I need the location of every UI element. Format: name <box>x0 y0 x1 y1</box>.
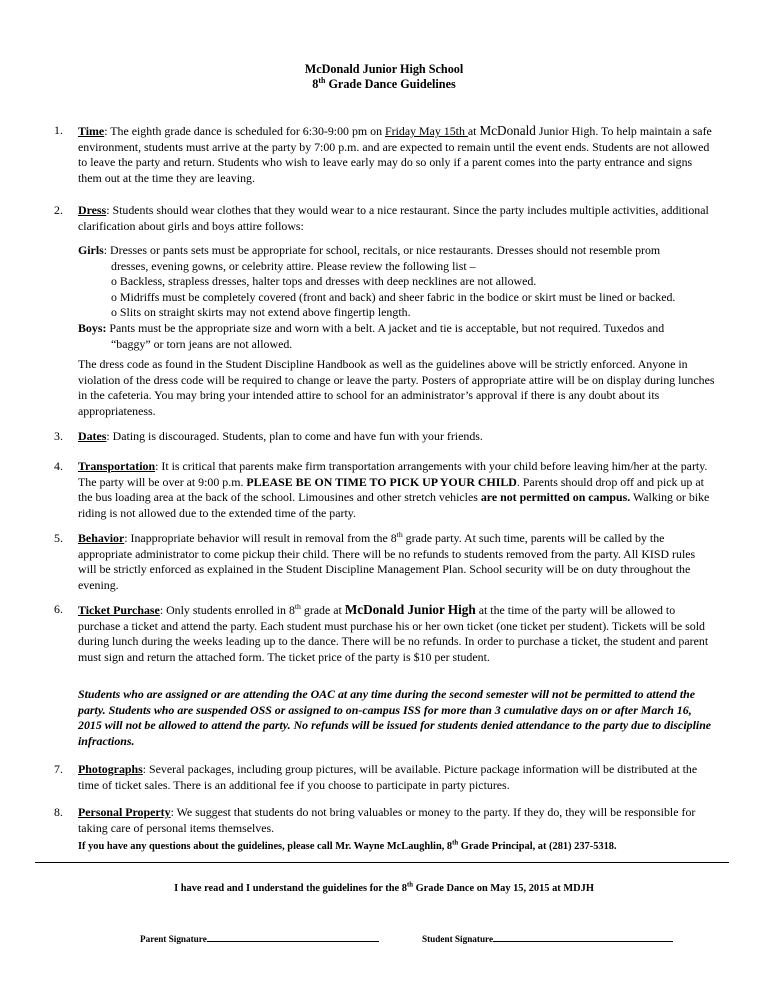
divider <box>35 862 729 863</box>
dress-code-paragraph: The dress code as found in the Student Discipline Handbook as well as the guidelines above will be strictly enforced. Anyone in violation of the dress code will be required to change or leave the party. Posters of appropriate attire will be on display during lunches in the cafeteria. You may bring your intended attire to school for an administrator’s approval if there is any doubt about its appropriateness. <box>78 357 715 418</box>
section-heading: Ticket Purchase <box>78 603 160 617</box>
boys-attire: Boys: Pants must be the appropriate size and worn with a belt. A jacket and tie is acceptable, but not required. Tuxedos and <box>78 320 665 335</box>
parent-signature-label: Parent Signature <box>140 934 207 944</box>
section-dress: 2. Dress: Students should wear clothes that they would wear to a nice restaurant. Since the party includes multiple activities, additional clarification about girls and boys attire follows: <box>54 203 709 233</box>
section-heading: Dress <box>78 203 107 217</box>
section-number: 5. <box>54 531 63 545</box>
section-behavior: 5. Behavior: Inappropriate behavior will result in removal from the 8th grade party. At such time, parents will be called by the appropriate administrator to come pickup their child. There will be no refunds to students removed from the party. All KISD rules will be strictly enforced as explained in the Student Discipline Management Plan. School security will be on duty throughout the evening. <box>54 530 696 592</box>
list-item: o Backless, strapless dresses, halter tops and dresses with deep necklines are not allowed. <box>111 274 537 289</box>
section-number: 7. <box>54 762 63 776</box>
section-time: 1. Time: The eighth grade dance is scheduled for 6:30-9:00 pm on Friday May 15th at McDonald Junior High. To help maintain a safe environment, students must arrive at the party by 7:00 p.m. and are expected to remain until the event ends. Students are not allowed to leave the party and return. Students who wish to leave early may do so only if a parent comes into the party entrance and signs them out at the time they are leaving. <box>54 123 712 185</box>
student-signature-field[interactable] <box>422 931 673 944</box>
section-heading: Photographs <box>78 762 143 776</box>
section-heading: Time <box>78 124 105 138</box>
section-heading: Transportation <box>78 459 156 473</box>
discipline-notice: Students who are assigned or are attending the OAC at any time during the second semester will not be permitted to attend the party. Students who are suspended OSS or assigned to on-campus ISS for more than 3 cumulative days on or after March 16, 2015 will not be allowed to attend the party. No refunds will be issued for students denied attendance to the party due to discipline infractions. <box>78 687 712 748</box>
event-date: Friday May 15th <box>385 124 468 138</box>
section-photographs: 7. Photographs: Several packages, including group pictures, will be available. Picture package information will be distributed at the time of ticket sales. There is an additional fee if you choose to participate in party pictures. <box>54 762 698 792</box>
parent-signature-field[interactable] <box>140 931 379 944</box>
list-item: o Midriffs must be completely covered (front and back) and sheer fabric in the bodice or skirt must be lined or backed. <box>111 289 676 304</box>
section-number: 3. <box>54 429 63 443</box>
section-number: 1. <box>54 123 63 137</box>
student-signature-label: Student Signature <box>422 934 494 944</box>
girls-attire: Girls: Dresses or pants sets must be appropriate for school, recitals, or nice restaurants. Dresses should not resemble prom dresses, evening gowns, or celebrity attire. Please review the following list – o Backless, strapless dresses, halter tops and dresses with deep necklines are not allowed. o Midriffs must be completely covered (front and back) and sheer fabric in the bodice or skirt must be lined or backed. o Slits on straight skirts may not extend above fingertip length. Boys: Pants must be the appropriate size and worn with a belt. A jacket and tie is acceptable, but not required. Tuxedos and “baggy” or torn jeans are not allowed. <box>78 243 718 352</box>
section-number: 4. <box>54 459 63 473</box>
section-number: 6. <box>54 602 63 616</box>
section-ticket-purchase: 6. Ticket Purchase: Only students enrolled in 8th grade at McDonald Junior High at the time of the party will be allowed to purchase a ticket and attend the party. Each student must purchase his or her own ticket (one ticket per student). Tickets will be sold during lunch during the weeks leading up to the dance. There will be no refunds. In order to purchase a ticket, the student and parent must sign and return the attached form. The ticket price of the party is $10 per student. <box>54 602 709 664</box>
acknowledgement-statement: I have read and I understand the guidelines for the 8th Grade Dance on May 15, 2015 at MDJH <box>174 881 594 894</box>
section-transportation: 4. Transportation: It is critical that parents make firm transportation arrangements with your child before leaving him/her at the party. The party will be over at 9:00 p.m. PLEASE BE ON TIME TO PICK UP YOUR CHILD. Parents should drop off and pick up at the bus loading area at the back of the school. Limousines and other stretch vehicles are not permitted on campus. Walking or bike riding is not allowed due to the extended time of the party. <box>54 459 710 520</box>
section-heading: Behavior <box>78 531 125 545</box>
section-dates: 3. Dates: Dating is discouraged. Students, plan to come and have fun with your friends. <box>54 429 483 443</box>
school-name: McDonald Junior High School <box>304 62 464 76</box>
list-item: o Slits on straight skirts may not extend above fingertip length. <box>111 305 411 320</box>
section-number: 2. <box>54 203 63 217</box>
contact-note: If you have any questions about the guidelines, please call Mr. Wayne McLaughlin, 8th Grade Principal, at (281) 237-5318. <box>78 839 617 852</box>
document-title: 8th Grade Dance Guidelines <box>312 75 456 91</box>
parent-signature-line[interactable] <box>207 931 379 942</box>
section-heading: Dates <box>78 429 107 443</box>
section-number: 8. <box>54 805 63 819</box>
section-personal-property: 8. Personal Property: We suggest that students do not bring valuables or money to the party. If they do, they will be responsible for taking care of personal items themselves. <box>54 805 696 835</box>
student-signature-line[interactable] <box>493 931 673 942</box>
section-heading: Personal Property <box>78 805 171 819</box>
